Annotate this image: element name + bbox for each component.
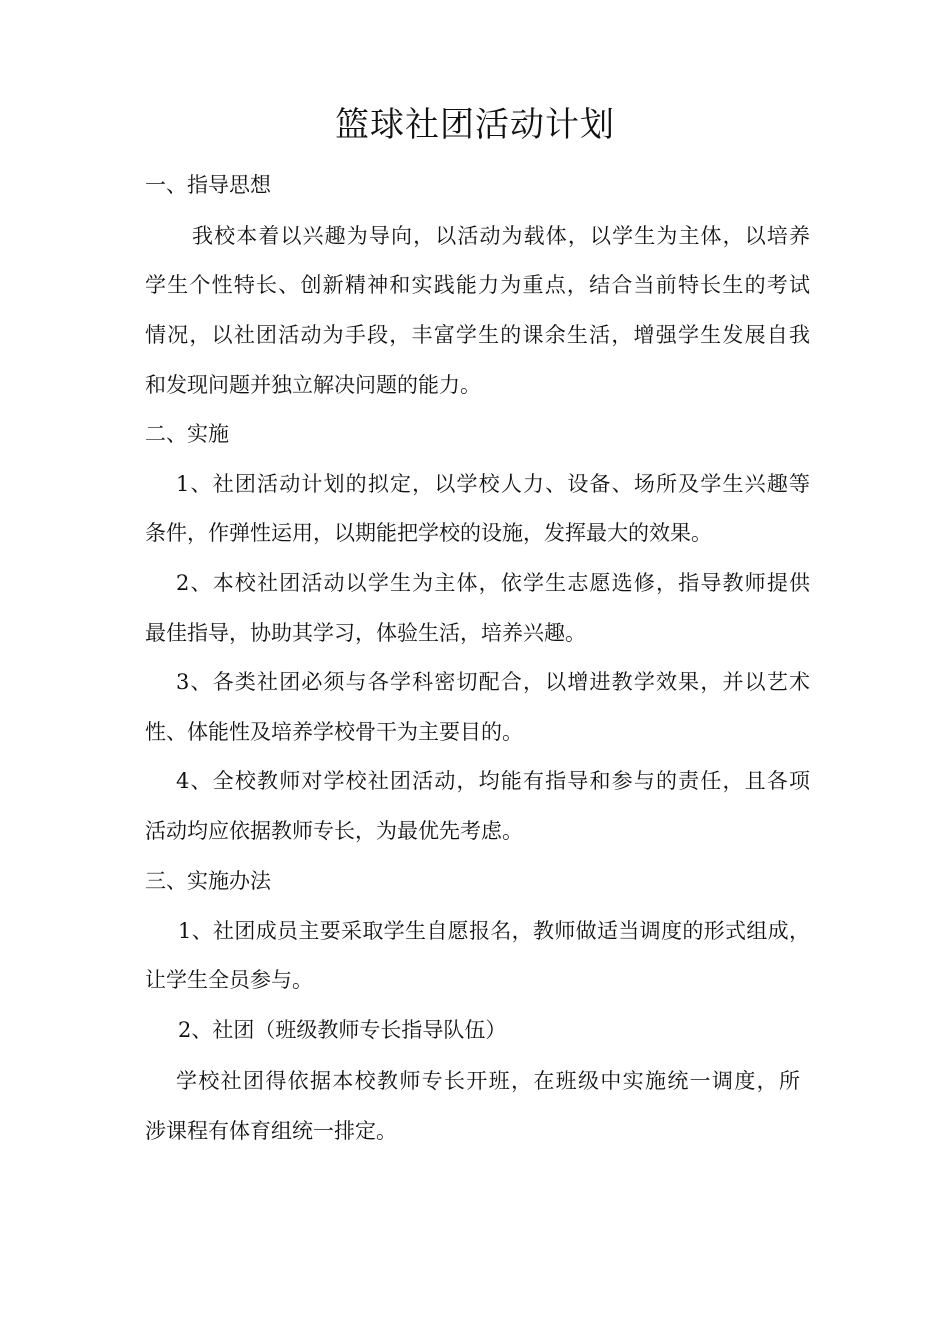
list-item-line: 最佳指导，协助其学习，体验生活，培养兴趣。 xyxy=(145,621,586,645)
list-item-line: 2、社团（班级教师专长指导队伍） xyxy=(178,1018,507,1042)
list-item-line: 2、本校社团活动以学生为主体，依学生志愿选修，指导教师提供 xyxy=(176,571,810,595)
list-item-line: 活动均应依据教师专长，为最优先考虑。 xyxy=(145,819,523,843)
list-item-line: 1、社团活动计划的拟定，以学校人力、设备、场所及学生兴趣等 xyxy=(176,472,810,496)
list-item-line: 条件，作弹性运用，以期能把学校的设施，发挥最大的效果。 xyxy=(145,521,712,545)
heading-guiding-ideology: 一、指导思想 xyxy=(145,173,271,197)
paragraph-line: 学校社团得依据本校教师专长开班，在班级中实施统一调度，所 xyxy=(176,1069,800,1093)
paragraph-line: 我校本着以兴趣为导向，以活动为载体，以学生为主体，以培养 xyxy=(192,224,810,248)
list-item-line: 1、社团成员主要采取学生自愿报名，教师做适当调度的形式组成， xyxy=(178,919,810,943)
paragraph-line: 学生个性特长、创新精神和实践能力为重点，结合当前特长生的考试 xyxy=(145,273,810,297)
list-item-line: 3、各类社团必须与各学科密切配合，以增进教学效果，并以艺术 xyxy=(176,670,810,694)
list-item-line: 让学生全员参与。 xyxy=(145,968,313,992)
heading-implementation: 二、实施 xyxy=(145,422,229,446)
list-item-line: 性、体能性及培养学校骨干为主要目的。 xyxy=(145,720,523,744)
paragraph-line: 情况，以社团活动为手段，丰富学生的课余生活，增强学生发展自我 xyxy=(145,323,810,347)
paragraph-line: 涉课程有体育组统一排定。 xyxy=(145,1119,397,1143)
heading-implementation-method: 三、实施办法 xyxy=(145,869,271,893)
list-item-line: 4、全校教师对学校社团活动，均能有指导和参与的责任，且各项 xyxy=(176,769,810,793)
paragraph-line: 和发现问题并独立解决问题的能力。 xyxy=(145,373,481,397)
document-title: 篮球社团活动计划 xyxy=(335,105,615,145)
